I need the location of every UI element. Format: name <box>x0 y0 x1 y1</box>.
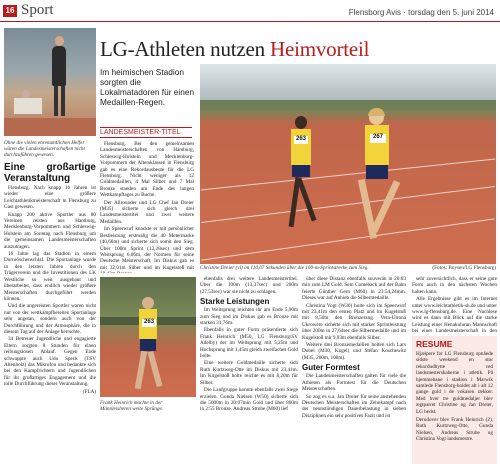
main-sprint-photo <box>200 64 496 264</box>
bib-number-left: 263 <box>295 136 306 142</box>
article-kicker: LANDESMEISTER-TITEL <box>100 127 192 138</box>
bib-number-bottom: 263 <box>143 319 154 325</box>
resume-body: Hjælpere for LG Flensburg opnåede sidste weekend en stor rekordudbytte ved landsmesterskaberne i atletik. På hjemmebane i stadion i Marwik samlede Flensborg-holdet alt i alt 12 gange guld i de vokasen rækker. Med hver tre guldmedaljer blev ægtparret Christine og Jan Dreier, LG bedst. <box>416 351 493 415</box>
sidebar-paragraph: 34 Betreuer Jugendliche und engagierte Eltern sorgten 8 Stunden für einen reibungslosen Ablauf. Gegen Ende schwappte auch Udo Speck (TSV Altenholz) das Mikrofon und bedankte sich bei den Kampfrichtern und Jugendlichen für ihr großartiges Engagement und die tolle Durchführung dieser Veranstaltung. <box>4 336 96 388</box>
sidebar-paragraph: Und die angereisten Sportler waren nicht nur von der wettkampfbereiten Sportanlage sehr angetan, sondern auch von der Durchführung und der Atmosphäre, die in diesem Tag auf der Anlage herrschte. <box>4 303 96 335</box>
headline-accent: Heimvorteil <box>269 37 370 61</box>
resume-body-2: Derudover blev Frank Heinrich (2), Ruth Kurtzweg-Otte, Gunda Nielsen, Andreas Strube og Christina Vogt landsmestre. <box>416 417 493 443</box>
sidebar-headline: Eine großartige Veranstaltung <box>4 162 96 184</box>
article-paragraph: Der Allrounder und LG Chef Jan Dreier (M35) sicherte sich gleich drei Landesmeistertitel und zwei weitere Medaillen. <box>100 199 194 225</box>
sidebar-paragraph: 16 Jahre lag das Stadion in einem Dornröschenschlaf. Die Sportanlage wurde in den letzten Jahren durch den Trägerverein und die Investitionen des LK Westliche so weit ausgebaut und überarbeitet, dass endlich wieder größere Meisterschaften durchgeführt werden können. <box>4 251 96 302</box>
article-paragraph: Flensburg. Bei den gemeinsamen Landesmeisterschaften von Hamburg, Schleswig-Holstein und Mecklenburg-Vorpommern der Altersklassen in Flensburg gab es eine Rekordausbeute für die LG Flensburg. Nicht weniger als 12 Goldmedaillen, 4 Mal Silber und 7 Mal Bronze standen am Ende des langen Wettkampftages zu Buche. <box>100 141 194 199</box>
long-jump-photo <box>100 277 196 397</box>
article-paragraph: sehr zuversichtlich, dass er seine gute Form auch in den nächsten Wochen halten kann. <box>412 276 497 295</box>
article-paragraph: ebenfalls drei weitere Landesmeistertitel. Über die 100m (13,37sec) und 200m (27,53sec) war sie nicht zu schlagen. <box>200 276 298 295</box>
resume-box <box>412 336 497 464</box>
sidebar-paragraph: Flensburg. Nach knapp 16 Jahren ist wieder eine größere Leichtathletikmeisterschaft in Flensburg zu Gast gewesen. <box>4 185 96 211</box>
headline-main: LG-Athleten nutzen <box>100 37 270 61</box>
article-column-4 <box>412 276 497 334</box>
long-jump-caption: Frank Heinrich machte in der Männleisheren weite Sprünge. <box>100 400 164 413</box>
article-paragraph: Die Landesmeisterschaften galten für viele die Athleten als Formtest für die Deutschen Meisterschaften. <box>302 373 406 393</box>
article-paragraph: über diese Distanz ebenfalls souverän in 20:03 min zum LM Gold. Sein Comeback auf der Bahn feierte Günther Gern (M60) in 23:54,24min. Dieses war auf Anhieb die Silbermedaille. <box>302 276 406 302</box>
article-paragraph: Im Speerwurf knackte er mit persönlicher Bestleistung erstmalig die 40 Metermarke (40,66m) und sicherte sich somit den Sieg. Über 100m Sprint (12,28sec) und dem Weitsprung 6,06m, der Normen für seine Deutsche Meisterschaft. Im Diskus gab es mit 32,01m Silber und im Kugelstoß mit <box>100 226 194 271</box>
article-paragraph: Eine weitere Goldmedaille sicherte sich Ruth Kurtzweg-Otte im Diskus mit 23,41m. Im Kugelstoß holte reichte es mit 8,20m für Silber. <box>200 360 298 386</box>
main-photo-credit: (Fotos: Boysen/LG Flensburg) <box>432 265 496 271</box>
page-header <box>0 0 500 22</box>
runner-right <box>360 110 394 250</box>
subhead-guter-formtest: Guter Formtest <box>302 363 360 373</box>
article-lead: Im heimischen Stadion sorgten die Lokalmatadoren für einen Medaillen-Regen. <box>100 67 195 107</box>
runner-left <box>288 116 314 236</box>
section-title: Sport <box>21 2 54 18</box>
subhead-starke-leistungen: Starke Leistungen <box>200 297 270 307</box>
sidebar-signature: (FLA) <box>82 388 96 395</box>
article-column-2 <box>200 276 298 464</box>
resume-title: RESUME <box>416 339 453 349</box>
page-number: 16 <box>3 5 17 17</box>
volunteers-photo <box>4 28 96 136</box>
article-column-1 <box>100 141 194 273</box>
article-paragraph: Im Weitsprung reichten ihr am Ende 5,00m zum Sieg und im Diskus gab es Bronze mit starken 31,76m. <box>200 307 298 327</box>
article-headline <box>100 37 369 62</box>
volunteers-caption: Ohne die vielen ehrenamtlichen Helfer wären die Landesmeisterschaften nicht durchzuführen gewesen. <box>4 140 85 159</box>
main-photo-caption: Christine Dreier (vl) im 110,07 Sekunden über die 100-m-Sprintstrecke zum Sieg. <box>200 265 369 271</box>
sidebar-article <box>4 160 96 460</box>
article-paragraph: Ebenfalls in guter Form präsentierte sich Frank Heinrich (M50, LG Flensburg/SV Adelby) der im Weitsprung mit 5,25m und Hochsprung mit 1,45m gleich zweifaches Gold holte. <box>200 327 298 360</box>
article-paragraph: Alle Ergebnisse gibt es im Internet unter www.leichtathletik-sh.de und unter www.lg-flensburg.de. Eine Nachlese wird es dann mit Blick auf die starke Leistung einer Henakuluran Mannschaft bei einer Landesmeisterschaft in den <box>412 296 497 334</box>
dateline: Flensborg Avis · torsdag den 5. juni 2014 <box>348 8 494 17</box>
article-paragraph: So zog es u.a. Jan Dreier für seine anstehenden Deutschen Meisterschaften im Zehnkampf nach der neunstündigen Dauerbelastung in sieben Disziplinen ein sehr positives Fazit und ist <box>302 393 406 419</box>
jumper-figure <box>130 297 166 392</box>
article-paragraph: Christina Vogt (W30) holte sich im Speerwurf mit 23,41m den ersten Platz und im Kugelstoß mit 8,50m den Bronzerang. Vera-Ulrona Ukrowere sicherte sich mit starker Sprintleistung über 200m in 27,64sec die Silbermedaille und im Kugelstoß mit 9,03m ebenfalls Silber. <box>302 302 406 341</box>
bib-number-right: 267 <box>370 134 386 143</box>
sidebar-paragraph: Knapp 200 aktive Sportler aus 80 Vereinen reisten aus Hamburg, Mecklenburg-Vorpommern und Schleswig-Holstein am Sonntag nach Flensburg um die gemeinsamen Landesmeisterschaften auszutragen. <box>4 211 96 250</box>
article-paragraph: Weitere drei Bronzemedaillen holten sich Lars Dobel (M30, Kugel) und Stefan Koschewitz (M35, 200m, 100m). <box>302 342 406 361</box>
article-paragraph: Die Laufgruppe konnte ebenfalls zwei Siege erzielen. Gunda Nielsen (W50) sicherte sich die 5000m in 20:07min Gold und über 800m in 2:55 Bronze. Andreas Strube (M60) lief <box>200 387 298 413</box>
article-column-3 <box>302 276 406 464</box>
